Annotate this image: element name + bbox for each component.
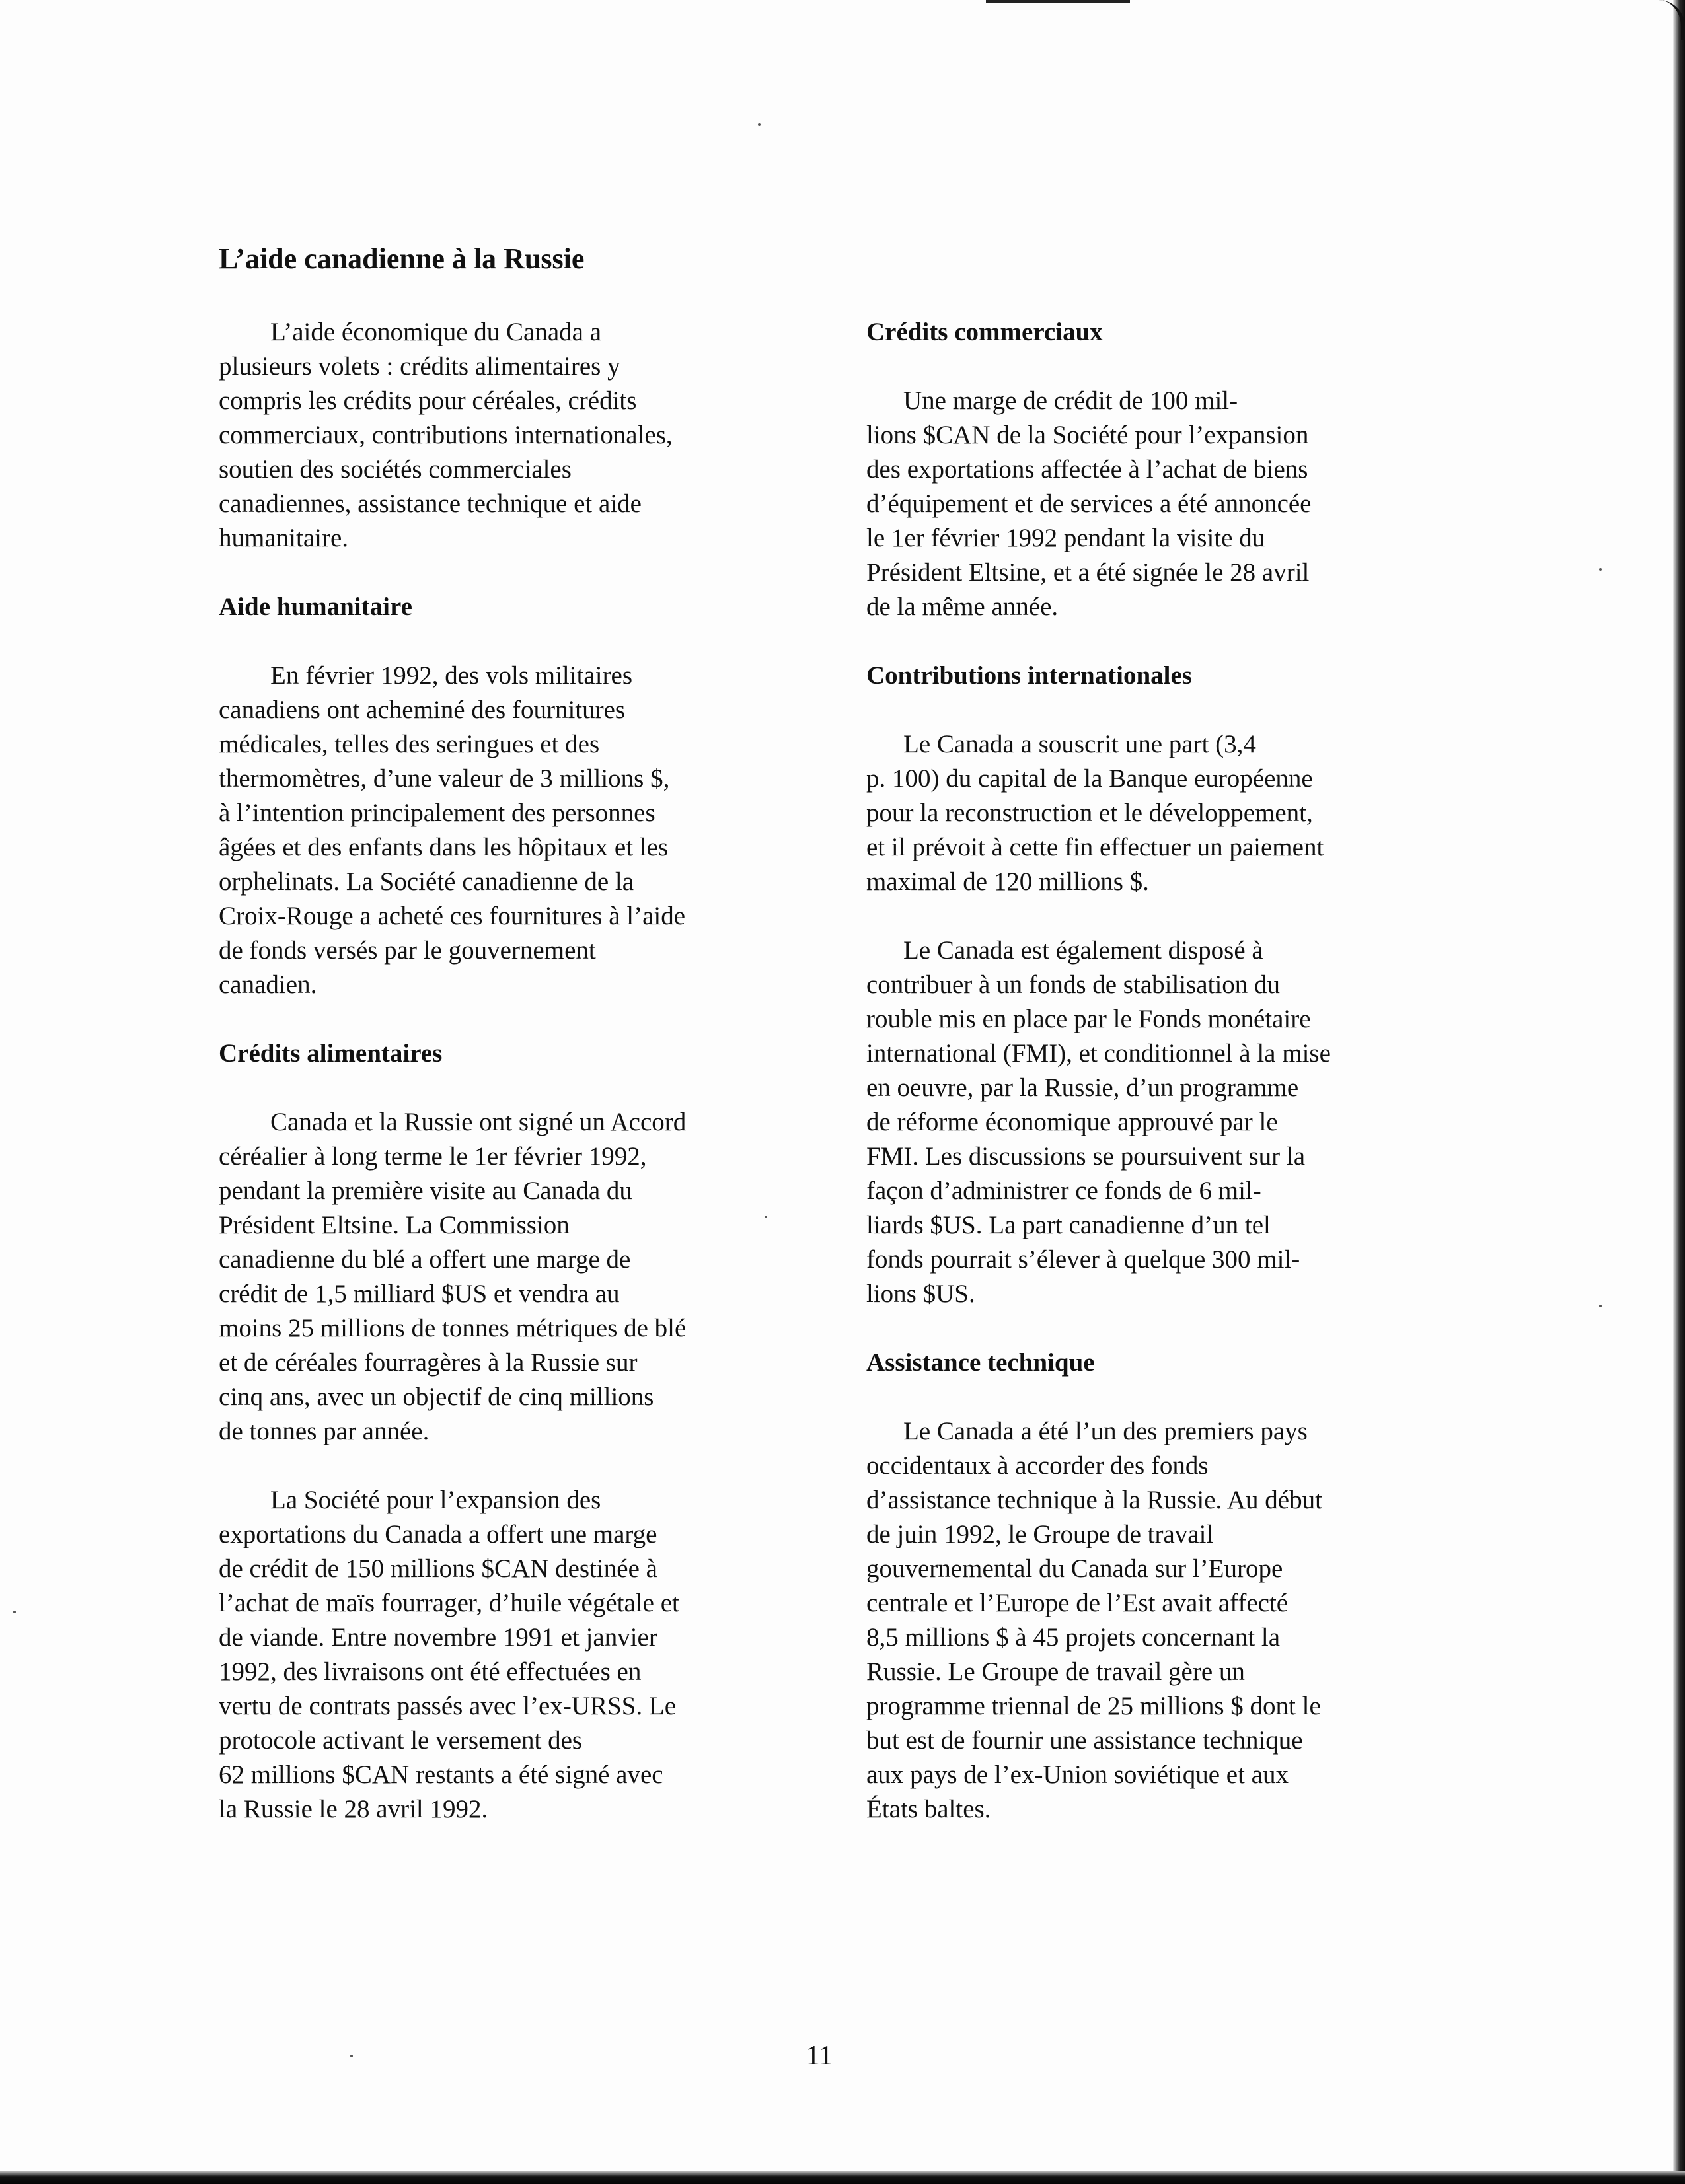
heading-food-credits: Crédits alimentaires	[219, 1039, 443, 1068]
food-credits-paragraph-1: Canada et la Russie ont signé un Accord céréalier à long terme le 1er février 1992, pendant la première visite au Canada du Président Eltsine. La Commission canadienne du blé a offert une marge de crédit de 1,5 milliard $US et vendra au moins 25 millions de tonnes métriques de blé et de céréales fourragères à la Russie sur cinq ans, avec un objectif de cinq millions de tonnes par année.	[219, 1108, 687, 1445]
intro-paragraph: L’aide économique du Canada a plusieurs volets : crédits alimentaires y compris les crédits pour céréales, crédits commerciaux, contributions internationales, soutien des sociétés commerciales canadiennes, assistance technique et aide humanitaire.	[219, 318, 673, 552]
international-contributions-paragraph-2: Le Canada est également disposé à contribuer à un fonds de stabilisation du rouble mis en place par le Fonds monétaire international (FMI), et conditionnel à la mise en oeuvre, par la Russie, d’un programme de réforme économique approuvé par le FMI. Les discussions se poursuivent sur la façon d’administrer ce fonds de 6 mil- liards $US. La part canadienne d’un tel fonds pourrait s’élever à quelque 300 mil- lions $US.	[866, 936, 1331, 1308]
page-number: 11	[805, 2041, 833, 2071]
page-title: L’aide canadienne à la Russie	[219, 242, 585, 275]
left-column	[219, 315, 794, 1861]
commercial-credits-paragraph: Une marge de crédit de 100 mil- lions $CAN de la Société pour l’expansion des exportations affectée à l’achat de biens d’équipement et de services a été annoncée le 1er février 1992 pendant la visite du Président Eltsine, et a été signée le 28 avril de la même année.	[866, 386, 1312, 621]
heading-technical-assistance: Assistance technique	[866, 1348, 1095, 1377]
humanitarian-paragraph: En février 1992, des vols militaires canadiens ont acheminé des fournitures médicales, telles des seringues et des thermomètres, d’une valeur de 3 millions $, à l’intention principalement des personnes âgées et des enfants dans les hôpitaux et les orphelinats. La Société canadienne de la Croix-Rouge a acheté ces fournitures à l’aide de fonds versés par le gouvernement canadien.	[219, 661, 686, 999]
scan-speck	[1599, 1305, 1602, 1307]
top-rule	[986, 0, 1130, 3]
scan-right-edge	[1673, 0, 1685, 2184]
scan-speck	[1599, 568, 1602, 571]
right-column	[866, 315, 1428, 1861]
international-contributions-paragraph-1: Le Canada a souscrit une part (3,4 p. 100) du capital de la Banque européenne pour la reconstruction et le développement, et il prévoit à cette fin effectuer un paiement maximal de 120 millions $.	[866, 730, 1324, 896]
scan-speck	[758, 123, 761, 126]
scan-speck	[13, 1611, 16, 1613]
scan-speck	[350, 2055, 353, 2057]
food-credits-paragraph-2: La Société pour l’expansion des exportations du Canada a offert une marge de crédit de 150 millions $CAN destinée à l’achat de maïs fourrager, d’huile végétale et de viande. Entre novembre 1991 et janvier 1992, des livraisons ont été effectuées en vertu de contrats passés avec l’ex-URSS. Le protocole activant le versement des 62 millions $CAN restants a été signé avec la Russie le 28 avril 1992.	[219, 1486, 679, 1823]
heading-commercial-credits: Crédits commerciaux	[866, 318, 1103, 346]
scan-bottom-edge	[0, 2171, 1685, 2184]
heading-humanitarian-aid: Aide humanitaire	[219, 593, 412, 621]
technical-assistance-paragraph: Le Canada a été l’un des premiers pays occidentaux à accorder des fonds d’assistance technique à la Russie. Au début de juin 1992, le Groupe de travail gouvernemental du Canada sur l’Europe centrale et l’Europe de l’Est avait affecté 8,5 millions $ à 45 projets concernant la Russie. Le Groupe de travail gère un programme triennal de 25 millions $ dont le but est de fournir une assistance technique aux pays de l’ex-Union soviétique et aux États baltes.	[866, 1417, 1322, 1823]
heading-international-contributions: Contributions internationales	[866, 661, 1192, 690]
